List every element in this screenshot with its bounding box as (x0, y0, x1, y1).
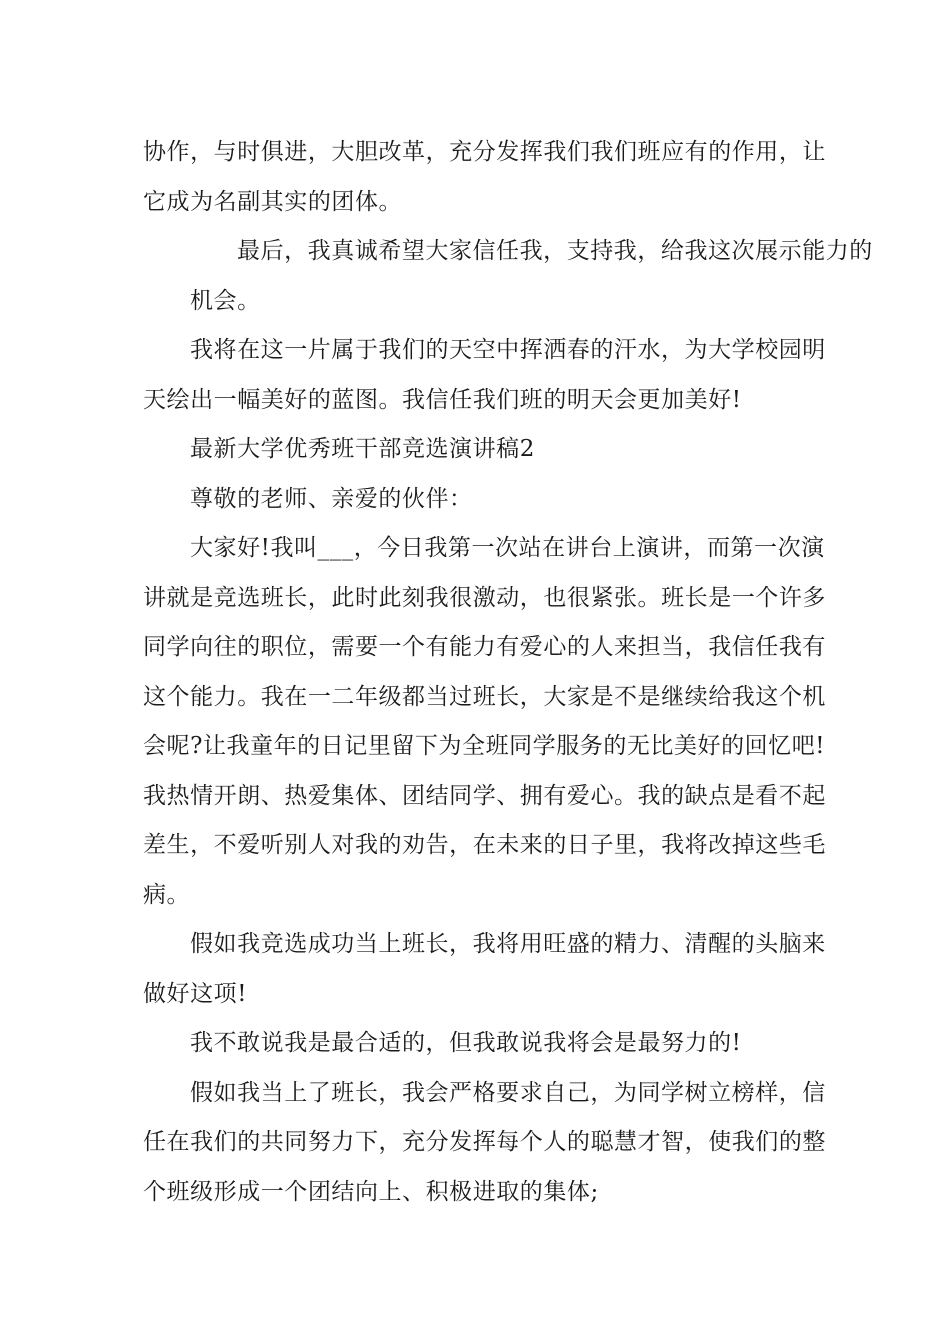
text-line: 讲就是竞选班长，此时此刻我很激动，也很紧张。班长是一个许多 (143, 584, 826, 611)
text-line: 尊敬的老师、亲爱的伙伴： (190, 485, 473, 512)
text-line: 这个能力。我在一二年级都当过班长，大家是不是继续给我这个机 (143, 683, 826, 710)
text-line: 大家好!我叫___，今日我第一次站在讲台上演讲，而第一次演 (190, 535, 825, 561)
text-line: 假如我竞选成功当上班长，我将用旺盛的精力、清醒的头脑来 (190, 931, 826, 957)
text-line: 假如我当上了班长，我会严格要求自己，为同学树立榜样，信 (190, 1079, 826, 1106)
text-line: 我不敢说我是最合适的，但我敢说我将会是最努力的! (190, 1030, 742, 1056)
text-line: 它成为名副其实的团体。 (143, 188, 403, 215)
text-line: 最新大学优秀班干部竞选演讲稿2 (190, 436, 535, 462)
paragraph (143, 326, 826, 425)
text-line: 天绘出一幅美好的蓝图。我信任我们班的明天会更加美好! (143, 386, 742, 413)
paragraph (143, 227, 873, 326)
paragraph (143, 1019, 809, 1069)
text-line: 最后，我真诚希望大家信任我，支持我，给我这次展示能力的 (237, 238, 873, 264)
paragraph (143, 1069, 826, 1218)
section-heading (143, 425, 809, 475)
text-line: 协作，与时俱进，大胆改革，充分发挥我们我们班应有的作用，让 (143, 139, 826, 165)
text-line: 个班级形成一个团结向上、积极进取的集体; (143, 1178, 599, 1205)
paragraph (143, 128, 826, 227)
text-line: 病。 (143, 881, 191, 908)
document-body (143, 128, 873, 1217)
text-line: 机会。 (190, 287, 261, 314)
text-line: 任在我们的共同努力下，充分发挥每个人的聪慧才智，使我们的整 (143, 1129, 826, 1155)
text-line: 差生，不爱听别人对我的劝告，在未来的日子里，我将改掉这些毛 (143, 832, 826, 858)
paragraph (143, 524, 826, 920)
text-line: 同学向往的职位，需要一个有能力有爱心的人来担当，我信任我有 (143, 634, 826, 660)
text-line: 我热情开朗、热爱集体、团结同学、拥有爱心。我的缺点是看不起 (143, 782, 826, 809)
text-line: 做好这项! (143, 980, 247, 1007)
text-line: 我将在这一片属于我们的天空中挥洒春的汗水，为大学校园明 (190, 337, 826, 363)
salutation (143, 475, 809, 525)
text-line: 会呢?让我童年的日记里留下为全班同学服务的无比美好的回忆吧! (143, 733, 826, 759)
paragraph (143, 920, 826, 1019)
